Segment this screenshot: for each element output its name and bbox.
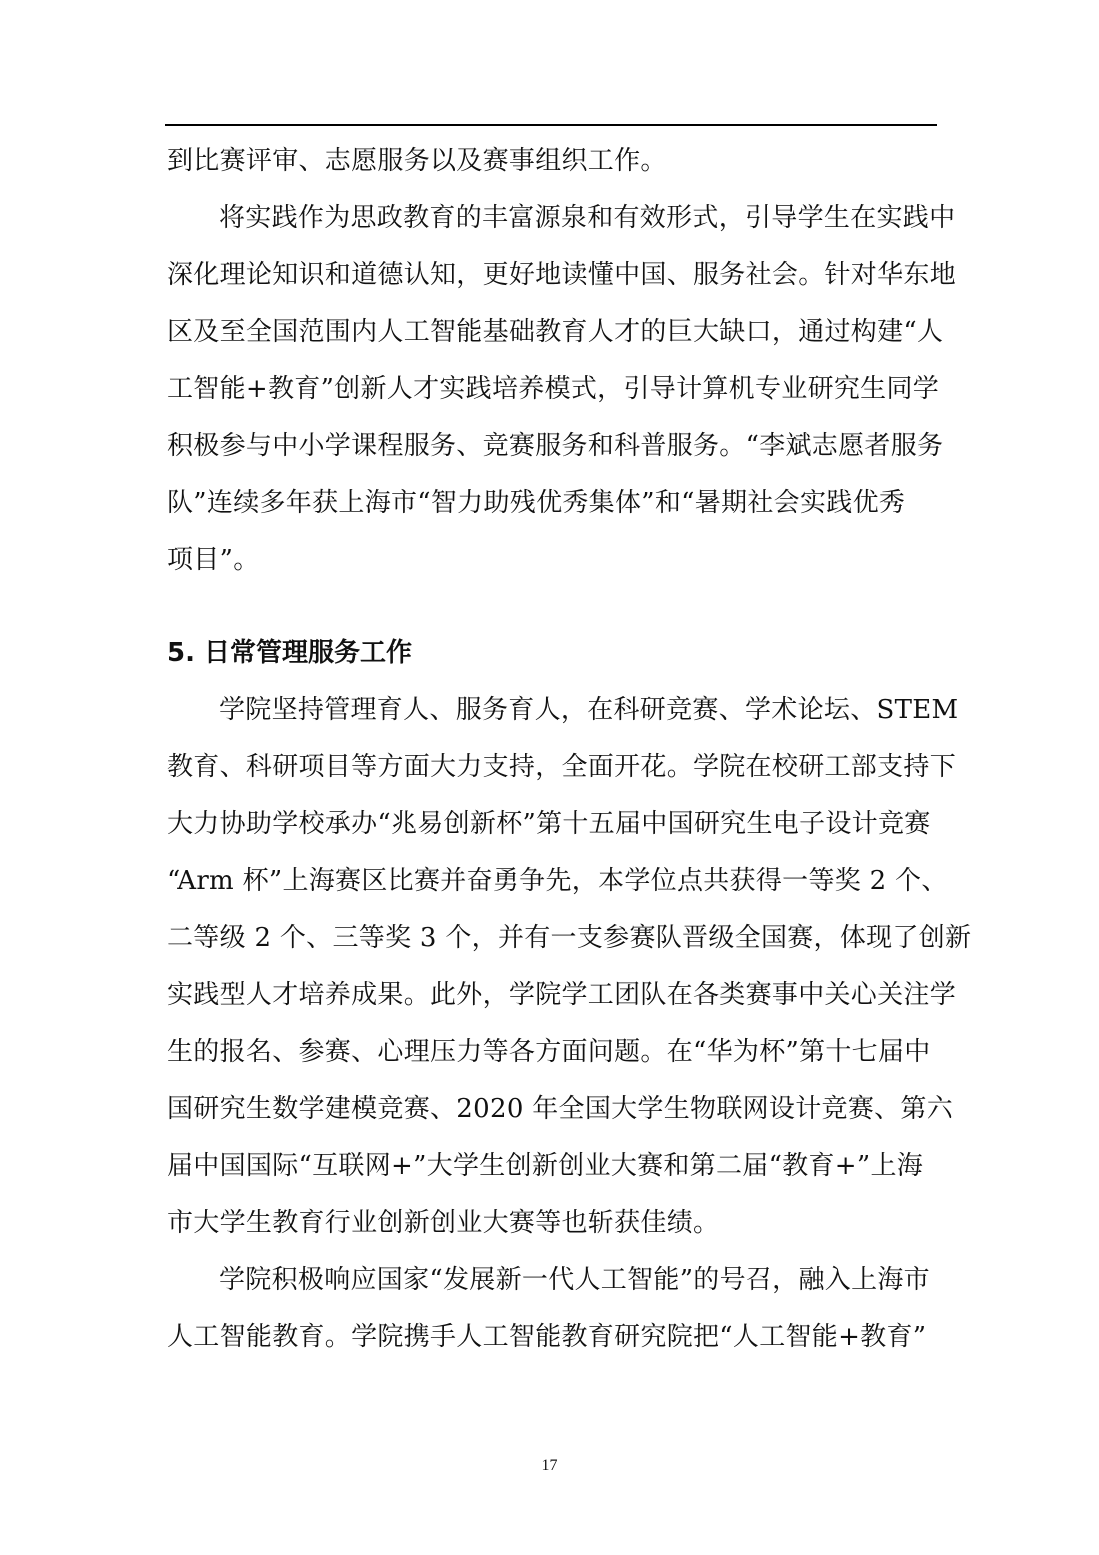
header-rule [165,124,937,126]
text-line: 市大学生教育行业创新创业大赛等也斩获佳绩。 [167,1208,720,1238]
text-line: 到比赛评审、志愿服务以及赛事组织工作。 [167,146,667,176]
text-line: 项目”。 [167,545,260,575]
text-line: 生的报名、参赛、心理压力等各方面问题。在“华为杯”第十七届中 [167,1037,931,1067]
text-line: 届中国国际“互联网+”大学生创新创业大赛和第二届“教育+”上海 [167,1151,924,1181]
text-line: 积极参与中小学课程服务、竞赛服务和科普服务。“李斌志愿者服务 [167,431,944,461]
text-line: 将实践作为思政教育的丰富源泉和有效形式，引导学生在实践中 [219,203,956,233]
text-line: 区及至全国范围内人工智能基础教育人才的巨大缺口，通过构建“人 [167,317,944,347]
text-line: 大力协助学校承办“兆易创新杯”第十五届中国研究生电子设计竞赛 [167,809,931,839]
text-line: 学院坚持管理育人、服务育人，在科研竞赛、学术论坛、STEM [219,695,959,725]
text-line: 队”连续多年获上海市“智力助残优秀集体”和“暑期社会实践优秀 [167,488,906,518]
text-line: “Arm 杯”上海赛区比赛并奋勇争先，本学位点共获得一等奖 2 个、 [167,866,948,896]
text-line: 人工智能教育。学院携手人工智能教育研究院把“人工智能+教育” [167,1322,927,1352]
text-line: 工智能+教育”创新人才实践培养模式，引导计算机专业研究生同学 [167,374,940,404]
page-number: 17 [541,1457,558,1474]
text-line: 二等级 2 个、三等奖 3 个，并有一支参赛队晋级全国赛，体现了创新 [167,923,972,953]
section-heading: 5. 日常管理服务工作 [167,638,413,668]
text-line: 国研究生数学建模竞赛、2020 年全国大学生物联网设计竞赛、第六 [167,1094,954,1124]
text-line: 深化理论知识和道德认知，更好地读懂中国、服务社会。针对华东地 [167,260,957,290]
text-line: 教育、科研项目等方面大力支持，全面开花。学院在校研工部支持下 [167,752,957,782]
text-line: 学院积极响应国家“发展新一代人工智能”的号召，融入上海市 [219,1265,930,1295]
text-line: 实践型人才培养成果。此外，学院学工团队在各类赛事中关心关注学 [167,980,957,1010]
